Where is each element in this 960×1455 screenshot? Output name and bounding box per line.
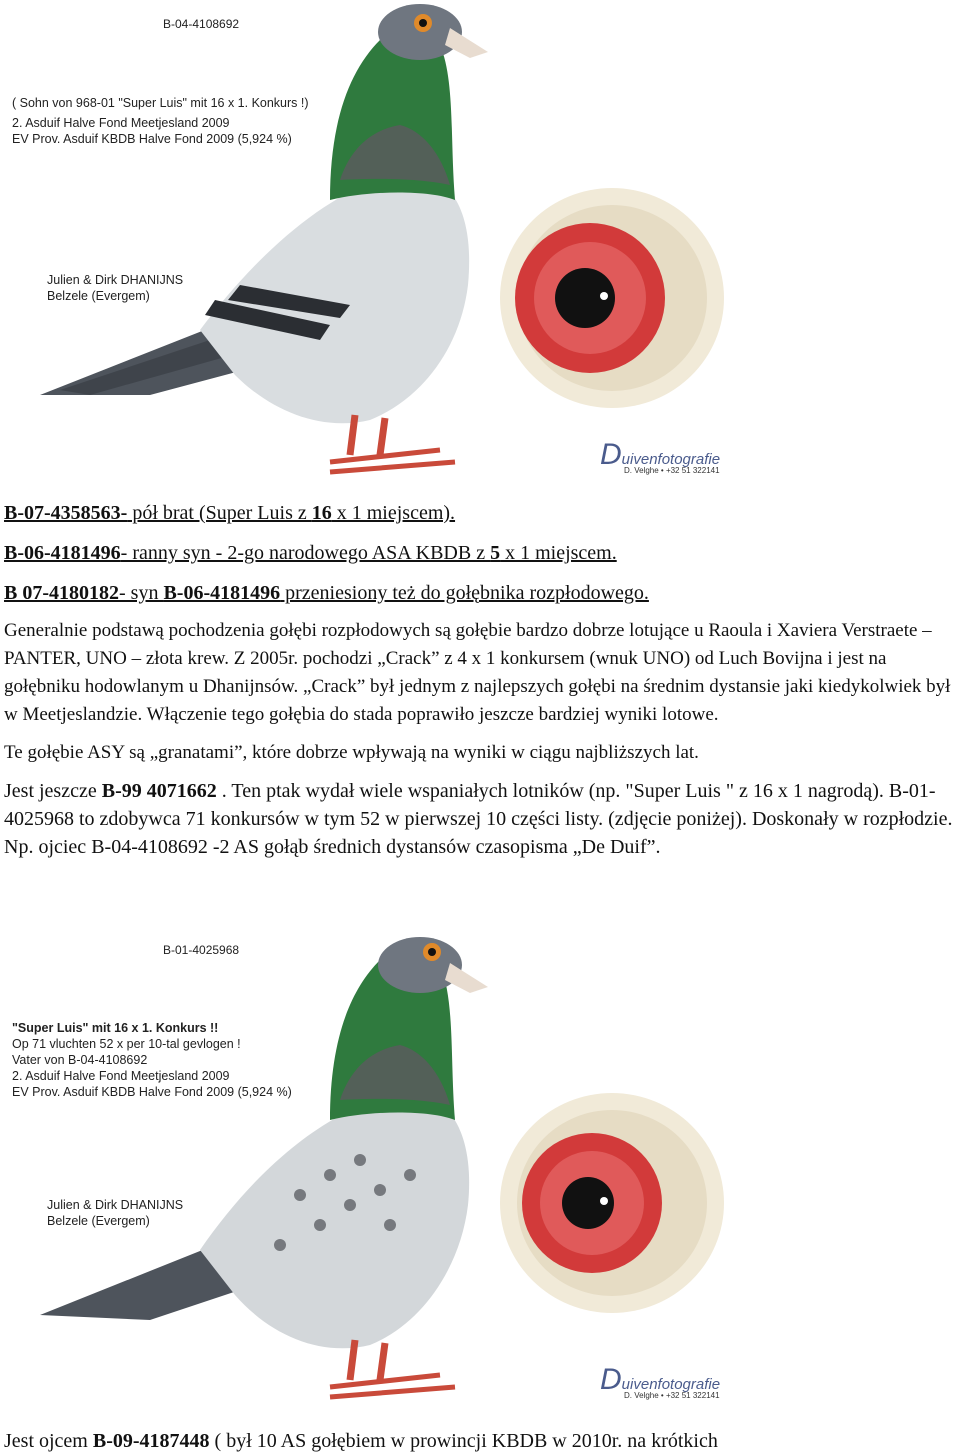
last-line bbox=[4, 1427, 960, 1455]
caption-line: 2. Asduif Halve Fond Meetjesland 2009 bbox=[12, 1069, 230, 1083]
brand-name: uivenfotografie bbox=[621, 451, 721, 468]
paragraph-b99 bbox=[4, 777, 960, 861]
breeder-location: Belzele (Evergem) bbox=[47, 1214, 150, 1228]
paragraph-origin: Generalnie podstawą pochodzenia gołębi rozpłodowych są gołębie bardzo dobrze lotujące u Raoula i Xaviera Verstraete – PANTER, UNO – złota krew. Z 2005r. pochodzi „Crack” z 4 x 1 konkursem (wnuk UNO) od Luch Bovijna i jest na gołębniku hodowlanym u Dhanijnsów. „Crack” był jednym z najlepszych gołębi na średnim dystansie jaki kiedykolwiek był w Meetjeslandzie. Włączenie tego gołębia do stada poprawiło jeszcze bardziej wyniki lotowe. bbox=[4, 620, 951, 725]
pigeon-photo-2 bbox=[0, 935, 960, 1405]
breeder-name: Julien & Dirk DHANIJNS bbox=[47, 273, 184, 287]
caption-line: "Super Luis" mit 16 x 1. Konkurs !! bbox=[12, 1021, 219, 1035]
pigeon-photo-1 bbox=[0, 0, 960, 495]
brand-name: uivenfotografie bbox=[621, 1376, 721, 1393]
line-father bbox=[4, 1427, 960, 1455]
caption-line: EV Prov. Asduif KBDB Halve Fond 2009 (5,924 %) bbox=[12, 1085, 292, 1099]
ring-bold: B-06-4181496 bbox=[4, 542, 121, 564]
line-text: x 1 miejscem). bbox=[331, 502, 456, 524]
caption-line: 2. Asduif Halve Fond Meetjesland 2009 bbox=[12, 116, 230, 130]
line-num: 5 bbox=[490, 542, 501, 564]
article-text bbox=[4, 499, 960, 861]
line-half-brother bbox=[4, 499, 960, 527]
brand-contact: D. Velghe • +32 51 322141 bbox=[624, 1391, 720, 1400]
caption-line: EV Prov. Asduif KBDB Halve Fond 2009 (5,924 %) bbox=[12, 132, 292, 146]
breeder-name: Julien & Dirk DHANIJNS bbox=[47, 1198, 184, 1212]
ring-bold: B-07-4358563- bbox=[4, 502, 128, 524]
pigeon-illustration bbox=[0, 935, 960, 1405]
ring-bold: B-99 4071662 bbox=[101, 780, 217, 802]
photographer-logo: Duivenfotografie D. Velghe • +32 51 322141 bbox=[600, 438, 721, 475]
line-son bbox=[4, 579, 960, 607]
line-text: x 1 miejscem. bbox=[500, 542, 617, 564]
line-text: - syn bbox=[119, 582, 164, 604]
ring-number: B-01-4025968 bbox=[163, 943, 240, 957]
para-text: Jest jeszcze bbox=[4, 780, 102, 802]
brand-contact: D. Velghe • +32 51 322141 bbox=[624, 466, 720, 475]
caption-line: ( Sohn von 968-01 "Super Luis" mit 16 x 1. Konkurs !) bbox=[12, 96, 309, 110]
caption-line: Op 71 vluchten 52 x per 10-tal gevlogen ! bbox=[12, 1037, 241, 1051]
line-early-son bbox=[4, 539, 960, 567]
photographer-logo: Duivenfotografie D. Velghe • +32 51 322141 bbox=[600, 1363, 721, 1400]
pigeon-illustration bbox=[0, 0, 960, 495]
ring-number: B-04-4108692 bbox=[163, 17, 240, 31]
caption-line: Vater von B-04-4108692 bbox=[12, 1053, 148, 1067]
ring-bold: B-09-4187448 bbox=[92, 1430, 210, 1452]
line-text: ( był 10 AS gołębiem w prowincji KBDB w 2010r. na krótkich bbox=[209, 1430, 718, 1452]
breeder-location: Belzele (Evergem) bbox=[47, 289, 150, 303]
ring-bold: B-06-4181496 bbox=[163, 582, 281, 604]
ring-bold: B 07-4180182 bbox=[4, 582, 119, 604]
line-num: 16 bbox=[311, 502, 332, 524]
para-text: . Ten ptak wydał wiele wspaniałych lotników (np. "Super Luis " z 16 x 1 nagrodą). B-01-4025968 to zdobywca 71 konkursów w tym 52 w pierwszej 10 części listy. (zdjęcie poniżej). Doskonały w rozpłodzie. Np. ojciec B-04-4108692 -2 AS gołąb średnich dystansów czasopisma „De Duif”. bbox=[4, 780, 953, 858]
line-text: pół brat (Super Luis z bbox=[127, 502, 312, 524]
line-text: - ranny syn - 2-go narodowego ASA KBDB z bbox=[120, 542, 491, 564]
line-text: przeniesiony też do gołębnika rozpłodowego. bbox=[280, 582, 649, 604]
line-text: Jest ojcem bbox=[4, 1430, 93, 1452]
paragraph-asy: Te gołębie ASY są „granatami”, które dobrze wpływają na wyniki w ciągu najbliższych lat. bbox=[4, 742, 699, 763]
